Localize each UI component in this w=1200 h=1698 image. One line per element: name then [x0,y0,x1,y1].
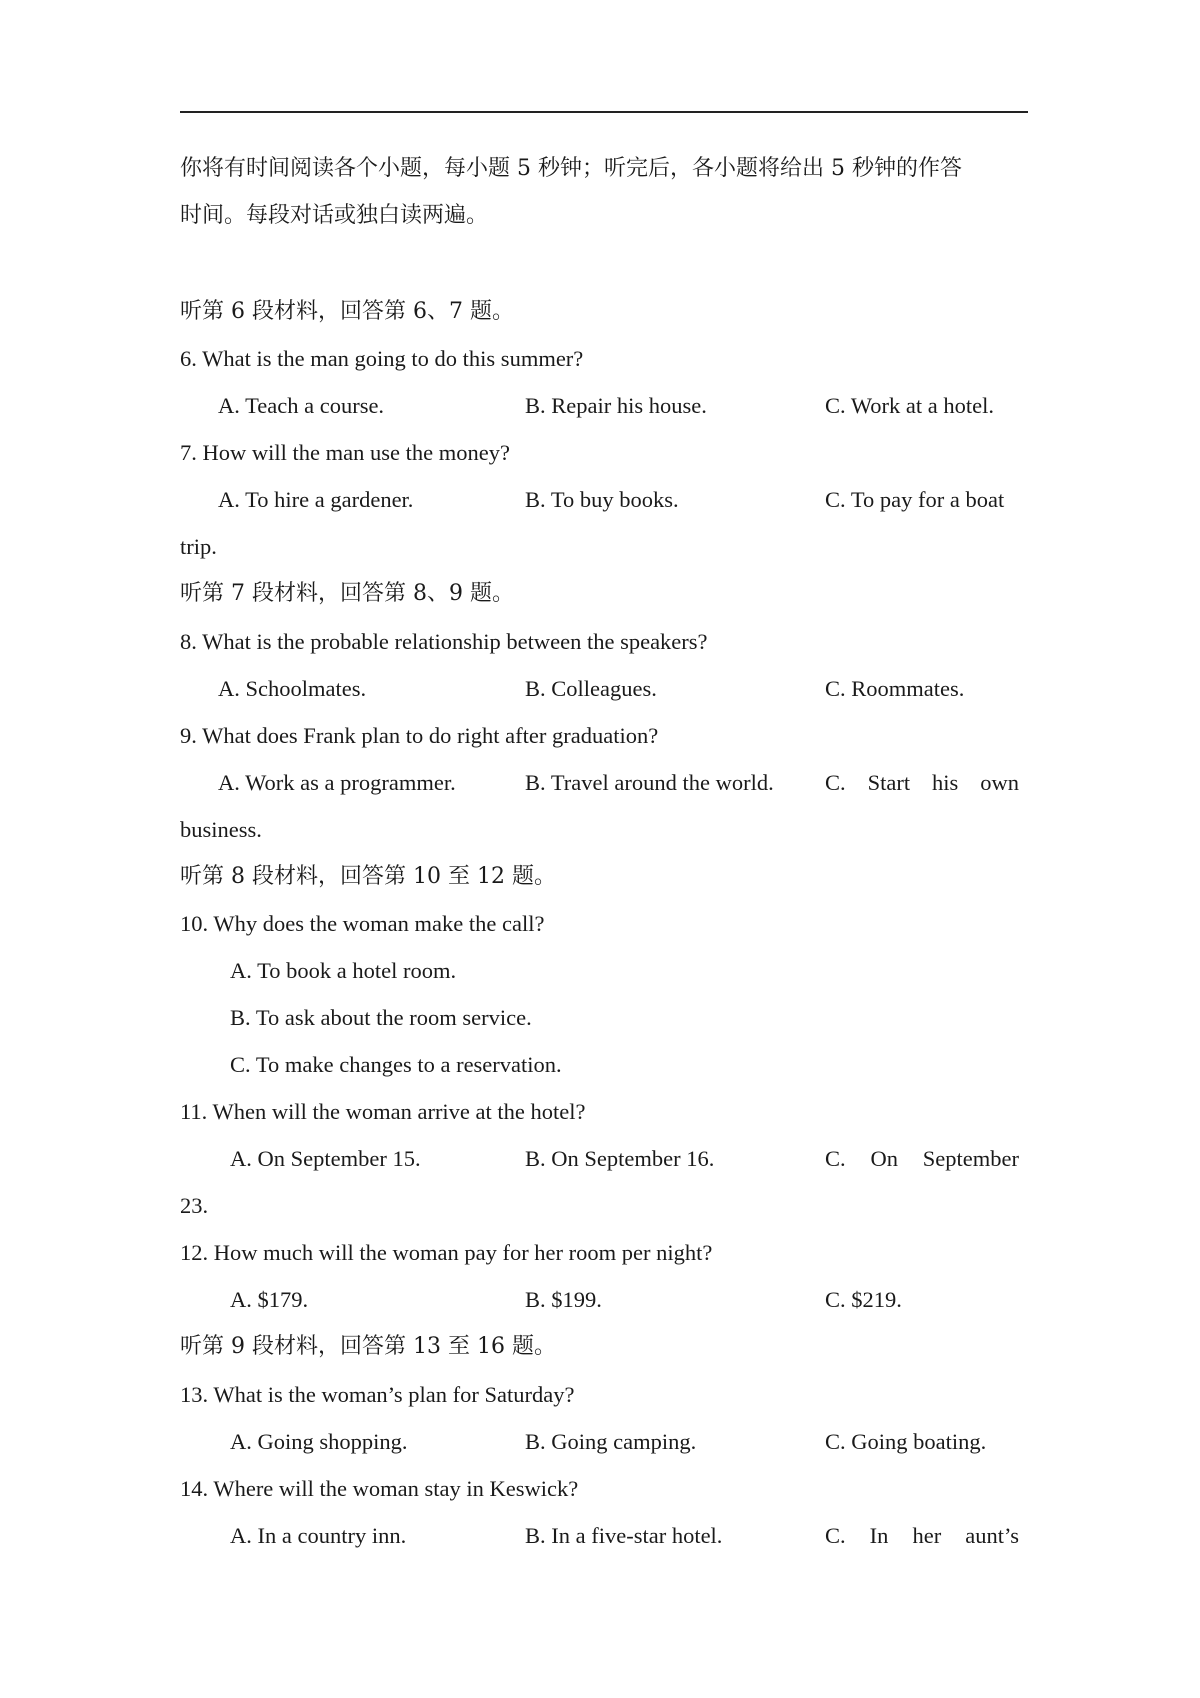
option-a: A. To book a hotel room. [230,958,457,983]
option-c: C. To pay for a boat [825,487,1005,512]
option-wrap: business. [180,817,262,842]
option-c-word: C. [825,1146,846,1171]
option-wrap: 23. [180,1193,209,1218]
option-a: A. Teach a course. [218,393,385,418]
option-a: A. Schoolmates. [218,676,367,701]
option-c-word: C. [825,1523,846,1548]
option-b: B. On September 16. [525,1146,715,1171]
header-rule [180,111,1028,113]
section-heading: 听第 8 段材料，回答第 10 至 12 题。 [180,864,556,889]
option-c [825,1144,1019,1174]
option-wrap: trip. [180,534,217,559]
section-heading: 听第 9 段材料，回答第 13 至 16 题。 [180,1334,556,1359]
option-c-word: aunt’s [965,1523,1019,1548]
option-c-word: In [869,1523,889,1548]
option-c-word: his [932,770,959,795]
option-b: B. Repair his house. [525,393,707,418]
question-stem: 10. Why does the woman make the call? [180,911,545,936]
option-c: C. To make changes to a reservation. [230,1052,562,1077]
option-b: B. Travel around the world. [525,770,774,795]
option-b: B. $199. [525,1287,602,1312]
option-c: C. Work at a hotel. [825,393,994,418]
option-c-word: own [980,770,1019,795]
option-c-word: September [922,1146,1019,1171]
option-a: A. On September 15. [230,1146,421,1171]
option-c-word: On [870,1146,898,1171]
question-stem: 7. How will the man use the money? [180,440,510,465]
option-a: A. In a country inn. [230,1523,407,1548]
option-a: A. Going shopping. [230,1429,408,1454]
option-b: B. Going camping. [525,1429,697,1454]
option-c [825,768,1019,798]
option-a: A. To hire a gardener. [218,487,414,512]
option-c: C. $219. [825,1287,902,1312]
intro-line-2: 时间。每段对话或独白读两遍。 [180,203,489,228]
option-b: B. To ask about the room service. [230,1005,532,1030]
question-stem: 12. How much will the woman pay for her room per night? [180,1240,713,1265]
option-a: A. $179. [230,1287,309,1312]
section-heading: 听第 6 段材料，回答第 6、7 题。 [180,299,514,324]
option-c: C. Roommates. [825,676,965,701]
section-heading: 听第 7 段材料，回答第 8、9 题。 [180,581,514,606]
question-stem: 6. What is the man going to do this summer? [180,346,584,371]
option-b: B. In a five-star hotel. [525,1523,723,1548]
option-b: B. To buy books. [525,487,679,512]
question-stem: 14. Where will the woman stay in Keswick? [180,1476,579,1501]
option-b: B. Colleagues. [525,676,657,701]
question-stem: 8. What is the probable relationship between the speakers? [180,629,708,654]
question-stem: 11. When will the woman arrive at the hotel? [180,1099,586,1124]
option-a: A. Work as a programmer. [218,770,456,795]
option-c-word: Start [867,770,911,795]
option-c: C. Going boating. [825,1429,987,1454]
option-c [825,1521,1019,1551]
question-stem: 9. What does Frank plan to do right after graduation? [180,723,659,748]
option-c-word: C. [825,770,846,795]
intro-line-1: 你将有时间阅读各个小题，每小题 5 秒钟；听完后，各小题将给出 5 秒钟的作答 [180,156,962,181]
question-stem: 13. What is the woman’s plan for Saturday? [180,1382,575,1407]
option-c-word: her [912,1523,942,1548]
